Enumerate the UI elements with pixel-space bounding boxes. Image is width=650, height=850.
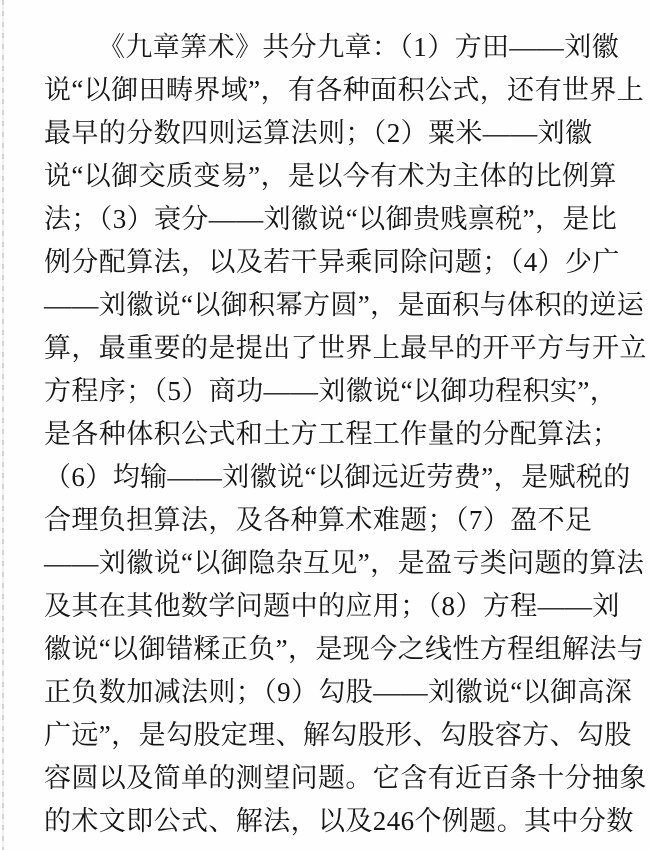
text-line: 广远”，是勾股定理、解勾股形、勾股容方、勾股: [44, 720, 632, 750]
text-line: 的术文即公式、解法，以及246个例题。其中分数: [44, 806, 634, 836]
text-line: 容圆以及简单的测望问题。它含有近百条十分抽象: [44, 763, 647, 793]
text-line: 说“以御交质变易”，是以今有术为主体的比例算: [44, 161, 617, 191]
text-line: 正负数加减法则；（9）勾股——刘徽说“以御高深: [44, 677, 633, 707]
text-line: 说“以御田畴界域”，有各种面积公式，还有世界上: [44, 75, 645, 105]
text-line: 徽说“以御错糅正负”，是现今之线性方程组解法与: [44, 634, 645, 664]
text-line: ——刘徽说“以御隐杂互见”，是盈亏类问题的算法: [44, 548, 645, 578]
text-line: 及其在其他数学问题中的应用；（8）方程——刘: [44, 591, 620, 621]
text-line: 方程序；（5）商功——刘徽说“以御功程积实”，: [44, 376, 618, 406]
paragraph: [44, 26, 647, 843]
text-line: 例分配算法，以及若干异乘同除问题；（4）少广: [44, 247, 620, 277]
page-edge-artifact: [2, 0, 4, 850]
text-line: 算，最重要的是提出了世界上最早的开平方与开立: [44, 333, 647, 363]
text-line: 最早的分数四则运算法则；（2）粟米——刘徽: [44, 118, 593, 148]
text-line: 《九章筭术》共分九章：（1）方田——刘徽: [98, 32, 619, 62]
text-line: 法；（3）衰分——刘徽说“以御贵贱禀税”，是比: [44, 204, 618, 234]
text-line: 是各种体积公式和土方工程工作量的分配算法；: [44, 419, 620, 449]
text-line: （6）均输——刘徽说“以御远近劳费”，是赋税的: [44, 462, 631, 492]
text-line: ——刘徽说“以御积幂方圆”，是面积与体积的逆运: [44, 290, 645, 320]
text-line: 合理负担算法，及各种算术难题；（7）盈不足: [44, 505, 593, 535]
